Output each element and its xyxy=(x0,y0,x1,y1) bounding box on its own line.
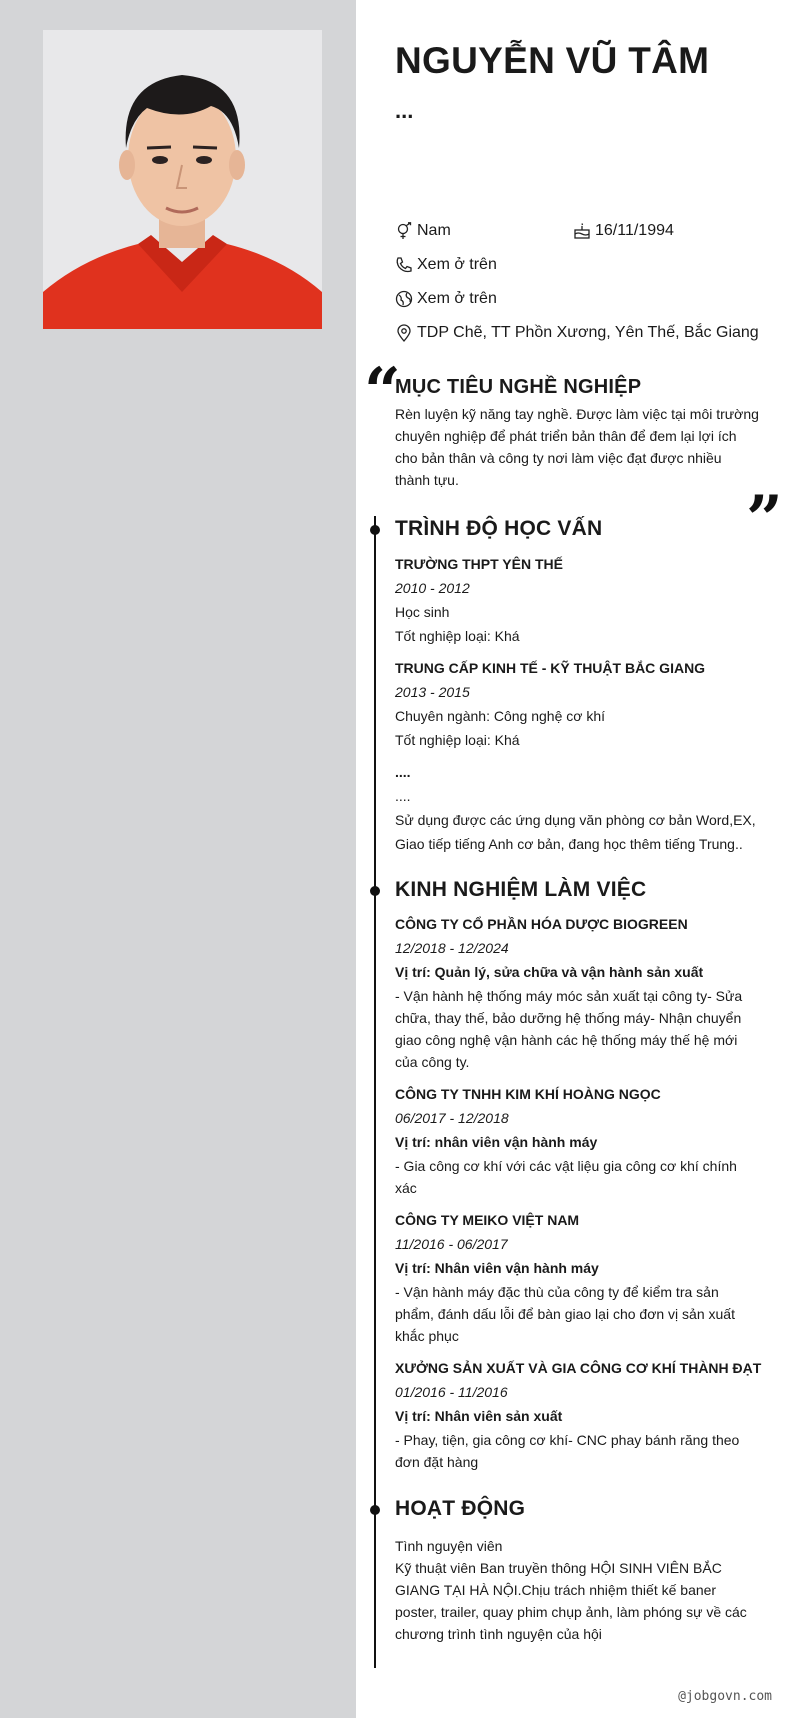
candidate-subtitle: ... xyxy=(395,98,414,123)
education-period: .... xyxy=(395,788,411,804)
timeline-dot xyxy=(370,1505,380,1515)
experience-detail: của công ty. xyxy=(395,1054,470,1070)
cake-icon xyxy=(573,222,591,240)
education-major: Sử dụng được các ứng dụng văn phòng cơ bản Word,EX, xyxy=(395,812,756,828)
objective-title: MỤC TIÊU NGHỀ NGHIỆP xyxy=(395,376,642,398)
timeline-dot xyxy=(370,886,380,896)
experience-period: 11/2016 - 06/2017 xyxy=(395,1236,508,1252)
objective-line: thành tựu. xyxy=(395,472,459,488)
birthday-value: 16/11/1994 xyxy=(595,222,674,239)
education-major: Chuyên ngành: Công nghệ cơ khí xyxy=(395,708,605,724)
timeline-dot xyxy=(370,525,380,535)
education-result: Giao tiếp tiếng Anh cơ bản, đang học thêm tiếng Trung.. xyxy=(395,836,743,852)
education-school: .... xyxy=(395,764,411,780)
location-pin-icon xyxy=(395,324,413,342)
education-period: 2010 - 2012 xyxy=(395,580,470,596)
open-quote-icon: “ xyxy=(364,354,401,429)
website-row xyxy=(395,290,497,308)
activity-detail: Kỹ thuật viên Ban truyền thông HỘI SINH VIÊN BẮC xyxy=(395,1560,722,1576)
experience-position: Vị trí: Nhân viên sản xuất xyxy=(395,1408,563,1424)
experience-detail: giao công nghệ vận hành các hệ thống máy thế hệ mới xyxy=(395,1032,738,1048)
website-value[interactable]: Xem ở trên xyxy=(417,290,497,307)
address-row xyxy=(395,324,759,342)
experience-company: CÔNG TY TNHH KIM KHÍ HOÀNG NGỌC xyxy=(395,1086,661,1102)
watermark: @jobgovn.com xyxy=(678,1689,772,1704)
experience-detail: - Gia công cơ khí với các vật liệu gia công cơ khí chính xyxy=(395,1158,737,1174)
sidebar xyxy=(0,0,356,1718)
address-value: TDP Chẽ, TT Phồn Xương, Yên Thế, Bắc Giang xyxy=(417,324,759,341)
experience-company: CÔNG TY CỔ PHẦN HÓA DƯỢC BIOGREEN xyxy=(395,916,688,932)
experience-detail: xác xyxy=(395,1180,417,1196)
objective-line: chuyên nghiệp để phát triển bản thân để đem lại lợi ích xyxy=(395,428,737,444)
education-period: 2013 - 2015 xyxy=(395,684,470,700)
close-quote-icon: ” xyxy=(746,482,783,557)
experience-detail: - Vận hành máy đặc thù của công ty để kiểm tra sản xyxy=(395,1284,719,1300)
education-result: Tốt nghiệp loại: Khá xyxy=(395,732,520,748)
experience-period: 01/2016 - 11/2016 xyxy=(395,1384,508,1400)
candidate-name: NGUYỄN VŨ TÂM xyxy=(395,40,710,81)
activity-detail: GIANG TẠI HÀ NỘI.Chịu trách nhiệm thiết kế baner xyxy=(395,1582,717,1598)
experience-position: Vị trí: Nhân viên vận hành máy xyxy=(395,1260,599,1276)
experience-period: 12/2018 - 12/2024 xyxy=(395,940,509,956)
globe-icon xyxy=(395,290,413,308)
experience-detail: phẩm, đánh dấu lỗi để bàn giao lại cho đơn vị sản xuất xyxy=(395,1306,735,1322)
birthday-row xyxy=(573,222,674,240)
profile-photo xyxy=(43,30,322,329)
objective-line: cho bản thân và công ty nơi làm việc đạt được nhiều xyxy=(395,450,722,466)
education-result: Tốt nghiệp loại: Khá xyxy=(395,628,520,644)
gender-value: Nam xyxy=(417,222,451,239)
experience-company: XƯỞNG SẢN XUẤT VÀ GIA CÔNG CƠ KHÍ THÀNH ĐẠT xyxy=(395,1360,762,1376)
experience-position: Vị trí: nhân viên vận hành máy xyxy=(395,1134,598,1150)
phone-row xyxy=(395,256,497,274)
education-title: TRÌNH ĐỘ HỌC VẤN xyxy=(395,517,603,540)
education-school: TRƯỜNG THPT YÊN THẾ xyxy=(395,556,563,572)
experience-detail: chữa, thay thế, bảo dưỡng hệ thống máy- Nhận chuyển xyxy=(395,1010,742,1026)
experience-position: Vị trí: Quản lý, sửa chữa và vận hành sản xuất xyxy=(395,964,704,980)
education-school: TRUNG CẤP KINH TẾ - KỸ THUẬT BẮC GIANG xyxy=(395,660,706,676)
gender-icon xyxy=(395,222,413,240)
experience-detail: khắc phục xyxy=(395,1328,459,1344)
activity-detail: poster, trailer, quay phim chụp ảnh, làm phóng sự về các xyxy=(395,1604,747,1620)
experience-title: KINH NGHIỆM LÀM VIỆC xyxy=(395,878,647,901)
objective-line: Rèn luyện kỹ năng tay nghề. Được làm việc tại môi trường xyxy=(395,406,759,422)
education-major: Học sinh xyxy=(395,604,450,620)
phone-icon xyxy=(395,256,413,274)
portrait-illustration xyxy=(43,30,322,329)
experience-period: 06/2017 - 12/2018 xyxy=(395,1110,509,1126)
gender-row xyxy=(395,222,451,240)
timeline-line xyxy=(374,516,376,1668)
phone-value[interactable]: Xem ở trên xyxy=(417,256,497,273)
experience-company: CÔNG TY MEIKO VIỆT NAM xyxy=(395,1212,580,1228)
activity-detail: chương trình tình nguyện của hội xyxy=(395,1626,602,1642)
activity-role: Tình nguyện viên xyxy=(395,1538,503,1554)
main-content xyxy=(356,0,790,1718)
experience-detail: đơn đặt hàng xyxy=(395,1454,479,1470)
experience-detail: - Phay, tiện, gia công cơ khí- CNC phay bánh răng theo xyxy=(395,1432,740,1448)
experience-detail: - Vận hành hệ thống máy móc sản xuất tại công ty- Sửa xyxy=(395,988,743,1004)
activities-title: HOẠT ĐỘNG xyxy=(395,1497,526,1520)
